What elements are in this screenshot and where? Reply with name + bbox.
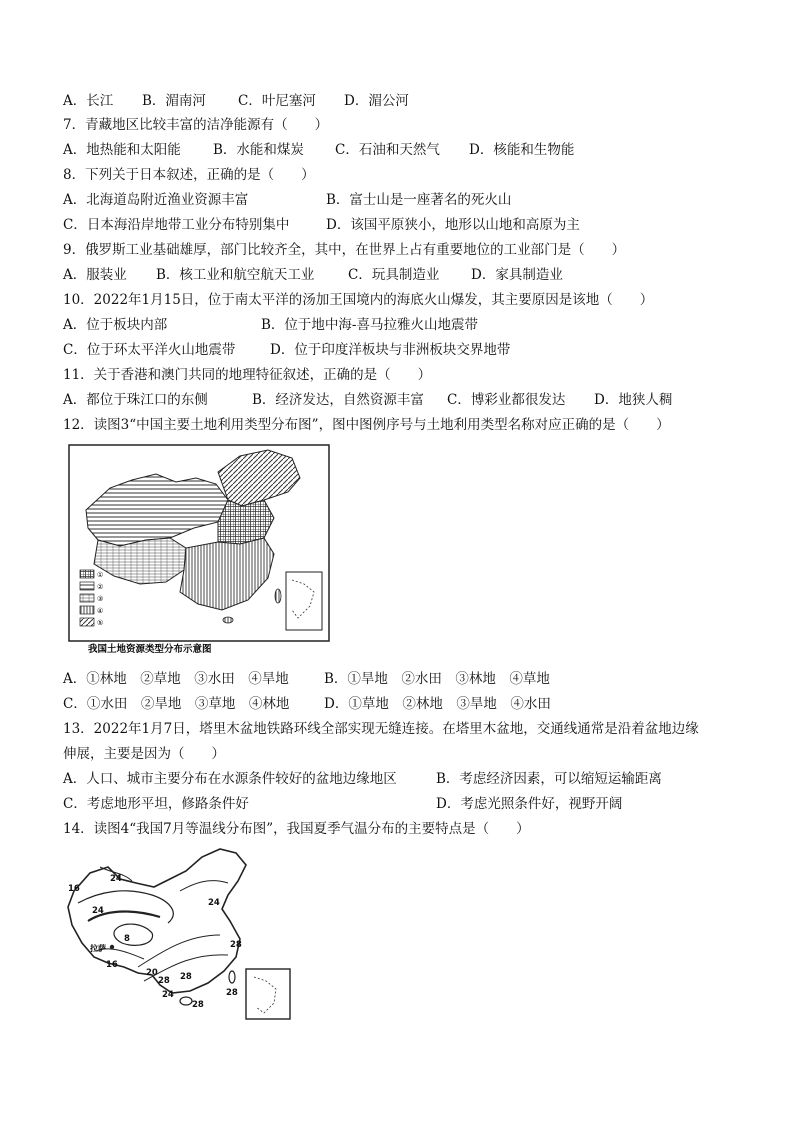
- land-use-map-figure: [68, 444, 330, 660]
- legend-label-4: ④: [97, 607, 104, 615]
- q14-stem: 14．读图4“我国7月等温线分布图”，我国夏季气温分布的主要特点是（ ）: [63, 821, 530, 837]
- legend-label-5: ⑤: [97, 619, 104, 627]
- isotherm-label: 16: [68, 884, 80, 894]
- q7-option-a: A．地热能和太阳能: [63, 142, 181, 158]
- isotherm-label: 16: [106, 960, 118, 970]
- q12-option-a: A．①林地 ②草地 ③水田 ④旱地: [63, 671, 289, 687]
- q9-option-b: B．核工业和航空航天工业: [156, 267, 315, 283]
- isotherm-label: 24: [92, 906, 104, 916]
- q11-option-d: D．地狭人稠: [594, 392, 673, 408]
- q6-option-a: A．长江: [63, 93, 114, 109]
- q11-option-b: B．经济发达，自然资源丰富: [252, 392, 424, 408]
- q11-option-a: A．都位于珠江口的东侧: [63, 392, 208, 408]
- q8-stem: 8．下列关于日本叙述，正确的是（ ）: [63, 167, 315, 183]
- q13-option-d: D．考虑光照条件好，视野开阔: [436, 796, 623, 812]
- legend-label-2: ②: [97, 583, 104, 591]
- q9-option-c: C．玩具制造业: [348, 267, 440, 283]
- q13-option-b: B．考虑经济因素，可以缩短运输距离: [436, 771, 662, 787]
- q6-option-d: D．湄公河: [344, 93, 409, 109]
- q9-stem: 9．俄罗斯工业基础雄厚，部门比较齐全，其中，在世界上占有重要地位的工业部门是（ ）: [63, 242, 626, 258]
- q11-stem: 11．关于香港和澳门共同的地理特征叙述，正确的是（ ）: [63, 367, 432, 383]
- q13-stem: 13．2022年1月7日，塔里木盆地铁路环线全部实现无缝连接。在塔里木盆地，交通线通常是沿着盆地边缘: [63, 721, 699, 737]
- q6-option-b: B．湄南河: [142, 93, 206, 109]
- isotherm-label: 20: [146, 968, 158, 978]
- q12-option-c: C．①水田 ②旱地 ③草地 ④林地: [63, 696, 290, 712]
- q9-option-d: D．家具制造业: [471, 267, 563, 283]
- july-isotherm-map-figure: [60, 843, 300, 1025]
- q6-option-c: C．叶尼塞河: [238, 93, 316, 109]
- isotherm-label: 24: [110, 874, 122, 884]
- q13-option-c: C．考虑地形平坦，修路条件好: [63, 796, 249, 812]
- figure-3-caption: 我国土地资源类型分布示意图: [88, 644, 212, 655]
- q11-option-c: C．博彩业都很发达: [447, 392, 566, 408]
- q10-option-d: D．位于印度洋板块与非洲板块交界地带: [270, 342, 511, 358]
- q10-option-b: B．位于地中海-喜马拉雅火山地震带: [261, 317, 478, 333]
- q9-option-a: A．服装业: [63, 267, 127, 283]
- q8-option-d: D．该国平原狭小，地形以山地和高原为主: [326, 217, 580, 233]
- isotherm-label: 8: [124, 934, 130, 944]
- isotherm-label: 28: [226, 988, 238, 998]
- q7-option-d: D．核能和生物能: [469, 142, 575, 158]
- legend-label-3: ③: [97, 595, 104, 603]
- q10-stem: 10．2022年1月15日，位于南太平洋的汤加王国境内的海底火山爆发，其主要原因是该地（ ）: [63, 292, 654, 308]
- isotherm-label: 24: [208, 898, 220, 908]
- q8-option-a: A．北海道岛附近渔业资源丰富: [63, 192, 249, 208]
- q10-option-c: C．位于环太平洋火山地震带: [63, 342, 236, 358]
- legend-label-1: ①: [97, 571, 104, 579]
- q10-option-a: A．位于板块内部: [63, 317, 168, 333]
- q13-stem-cont: 伸展，主要是因为（ ）: [63, 746, 225, 762]
- q12-stem: 12．读图3“中国主要土地利用类型分布图”，图中图例序号与土地利用类型名称对应正确的是（ ）: [63, 417, 670, 433]
- q7-stem: 7．青藏地区比较丰富的洁净能源有（ ）: [63, 117, 329, 133]
- q7-option-b: B．水能和煤炭: [213, 142, 304, 158]
- isotherm-label: 28: [158, 976, 170, 986]
- q13-option-a: A．人口、城市主要分布在水源条件较好的盆地边缘地区: [63, 771, 397, 787]
- q7-option-c: C．石油和天然气: [335, 142, 440, 158]
- isotherm-label: 28: [192, 1000, 204, 1010]
- isotherm-label: 28: [180, 972, 192, 982]
- lhasa-label: 拉萨: [90, 944, 106, 953]
- isotherm-label: 28: [230, 940, 242, 950]
- q8-option-c: C．日本海沿岸地带工业分布特别集中: [63, 217, 290, 233]
- q12-option-b: B．①旱地 ②水田 ③林地 ④草地: [324, 671, 550, 687]
- q12-option-d: D．①草地 ②林地 ③旱地 ④水田: [324, 696, 551, 712]
- q8-option-b: B．富士山是一座著名的死火山: [326, 192, 512, 208]
- isotherm-label: 24: [162, 990, 174, 1000]
